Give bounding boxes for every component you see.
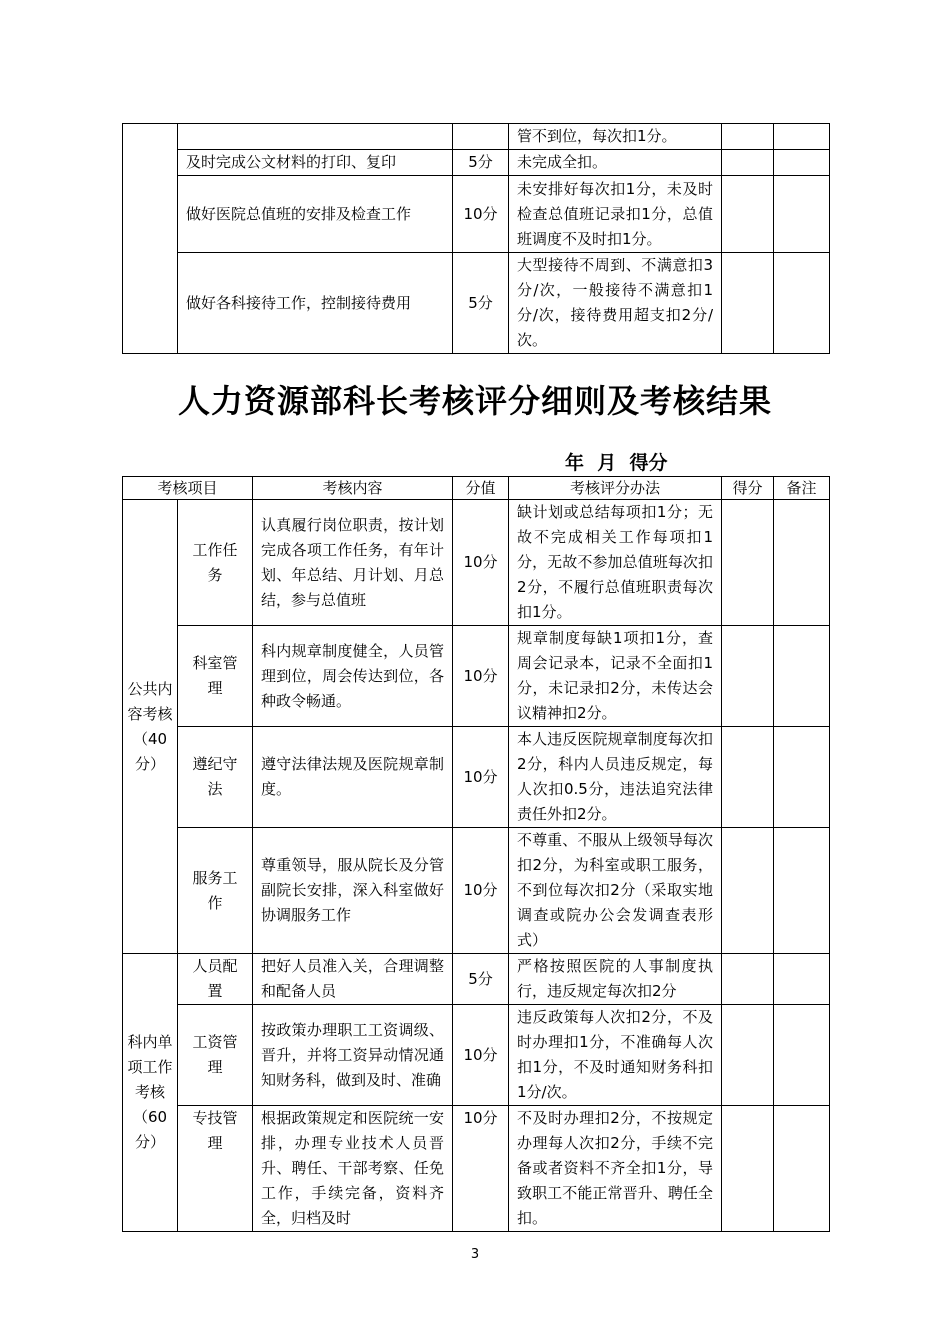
table-row: [123, 828, 830, 954]
content-cell: 把好人员准入关，合理调整和配备人员: [253, 954, 453, 1005]
score-cell: 10分: [453, 626, 509, 727]
score-cell: 5分: [453, 954, 509, 1005]
header-row: [123, 477, 830, 500]
table-row: [123, 727, 830, 828]
subcategory-cell: 遵纪守法: [178, 727, 253, 828]
method-cell: 大型接待不周到、不满意扣3分/次，一般接待不满意扣1分/次，接待费用超支扣2分/次。: [509, 253, 722, 354]
table-row: [123, 1005, 830, 1106]
result-cell[interactable]: [722, 150, 774, 176]
score-cell: 10分: [453, 727, 509, 828]
content-cell: 遵守法律法规及医院规章制度。: [253, 727, 453, 828]
score-cell: 10分: [453, 828, 509, 954]
date-score-line: 年 月 得分: [565, 452, 668, 474]
method-cell: 违反政策每人次扣2分，不及时办理扣1分，不准确每人次扣1分，不及时通知财务科扣1分/次。: [509, 1005, 722, 1106]
note-cell[interactable]: [774, 1005, 830, 1106]
table-row: [123, 253, 830, 354]
header-method: 考核评分办法: [509, 477, 722, 500]
header-note: 备注: [774, 477, 830, 500]
content-cell: 尊重领导，服从院长及分管副院长安排，深入科室做好协调服务工作: [253, 828, 453, 954]
method-cell: 未安排好每次扣1分，未及时检查总值班记录扣1分，总值班调度不及时扣1分。: [509, 176, 722, 253]
score-cell: 5分: [453, 150, 509, 176]
subcategory-cell: 人员配置: [178, 954, 253, 1005]
content-cell: [178, 124, 453, 150]
note-cell[interactable]: [774, 253, 830, 354]
method-cell: 不尊重、不服从上级领导每次扣2分，为科室或职工服务，不到位每次扣2分（采取实地调查或院办公会发调查表形式）: [509, 828, 722, 954]
table-row: [123, 1106, 830, 1232]
score-cell: 10分: [453, 1005, 509, 1106]
note-cell[interactable]: [774, 727, 830, 828]
content-cell: 认真履行岗位职责，按计划完成各项工作任务，有年计划、年总结、月计划、月总结，参与总值班: [253, 500, 453, 626]
category-cell-empty: [123, 124, 178, 354]
page-title: 人力资源部科长考核评分细则及考核结果: [177, 382, 772, 420]
subcategory-cell: 工作任务: [178, 500, 253, 626]
score-cell: 10分: [453, 1106, 509, 1232]
note-cell[interactable]: [774, 124, 830, 150]
note-cell[interactable]: [774, 500, 830, 626]
result-cell[interactable]: [722, 626, 774, 727]
method-cell: 缺计划或总结每项扣1分；无故不完成相关工作每项扣1分，无故不参加总值班每次扣2分，不履行总值班职责每次扣1分。: [509, 500, 722, 626]
subcategory-cell: 专技管理: [178, 1106, 253, 1232]
result-cell[interactable]: [722, 500, 774, 626]
header-item: 考核项目: [123, 477, 253, 500]
method-cell: 不及时办理扣2分，不按规定办理每人次扣2分，手续不完备或者资料不齐全扣1分，导致职工不能正常晋升、聘任全扣。: [509, 1106, 722, 1232]
previous-page-table: [122, 123, 830, 354]
content-cell: 科内规章制度健全，人员管理到位，周会传达到位，各种政令畅通。: [253, 626, 453, 727]
note-cell[interactable]: [774, 626, 830, 727]
category-dept: 科内单项工作考核（60分）: [123, 954, 178, 1232]
result-cell[interactable]: [722, 124, 774, 150]
content-cell: 做好医院总值班的安排及检查工作: [178, 176, 453, 253]
page-number: 3: [470, 1247, 480, 1262]
score-cell: 10分: [453, 500, 509, 626]
note-cell[interactable]: [774, 828, 830, 954]
result-cell[interactable]: [722, 828, 774, 954]
note-cell[interactable]: [774, 150, 830, 176]
result-cell[interactable]: [722, 954, 774, 1005]
method-cell: 未完成全扣。: [509, 150, 722, 176]
subcategory-cell: 工资管理: [178, 1005, 253, 1106]
result-cell[interactable]: [722, 727, 774, 828]
note-cell[interactable]: [774, 176, 830, 253]
header-result: 得分: [722, 477, 774, 500]
result-cell[interactable]: [722, 253, 774, 354]
note-cell[interactable]: [774, 954, 830, 1005]
subcategory-cell: 服务工作: [178, 828, 253, 954]
table-row: [123, 954, 830, 1005]
method-cell: 管不到位，每次扣1分。: [509, 124, 722, 150]
table-row: [123, 124, 830, 150]
evaluation-table: [122, 476, 830, 1232]
content-cell: 按政策办理职工工资调级、晋升，并将工资异动情况通知财务科，做到及时、准确: [253, 1005, 453, 1106]
header-score: 分值: [453, 477, 509, 500]
method-cell: 规章制度每缺1项扣1分，查周会记录本，记录不全面扣1分，未记录扣2分，未传达会议精神扣2分。: [509, 626, 722, 727]
method-cell: 严格按照医院的人事制度执行，违反规定每次扣2分: [509, 954, 722, 1005]
content-cell: 及时完成公文材料的打印、复印: [178, 150, 453, 176]
content-cell: 根据政策规定和医院统一安排，办理专业技术人员晋升、聘任、干部考察、任免工作，手续完备，资料齐全，归档及时: [253, 1106, 453, 1232]
table-row: [123, 626, 830, 727]
method-cell: 本人违反医院规章制度每次扣2分，科内人员违反规定，每人次扣0.5分，违法追究法律责任外扣2分。: [509, 727, 722, 828]
result-cell[interactable]: [722, 1106, 774, 1232]
score-cell: [453, 124, 509, 150]
note-cell[interactable]: [774, 1106, 830, 1232]
score-cell: 5分: [453, 253, 509, 354]
content-cell: 做好各科接待工作，控制接待费用: [178, 253, 453, 354]
table-row: [123, 500, 830, 626]
result-cell[interactable]: [722, 1005, 774, 1106]
table-row: [123, 150, 830, 176]
score-cell: 10分: [453, 176, 509, 253]
result-cell[interactable]: [722, 176, 774, 253]
table-row: [123, 176, 830, 253]
header-content: 考核内容: [253, 477, 453, 500]
subcategory-cell: 科室管理: [178, 626, 253, 727]
category-public: 公共内容考核（40分）: [123, 500, 178, 954]
